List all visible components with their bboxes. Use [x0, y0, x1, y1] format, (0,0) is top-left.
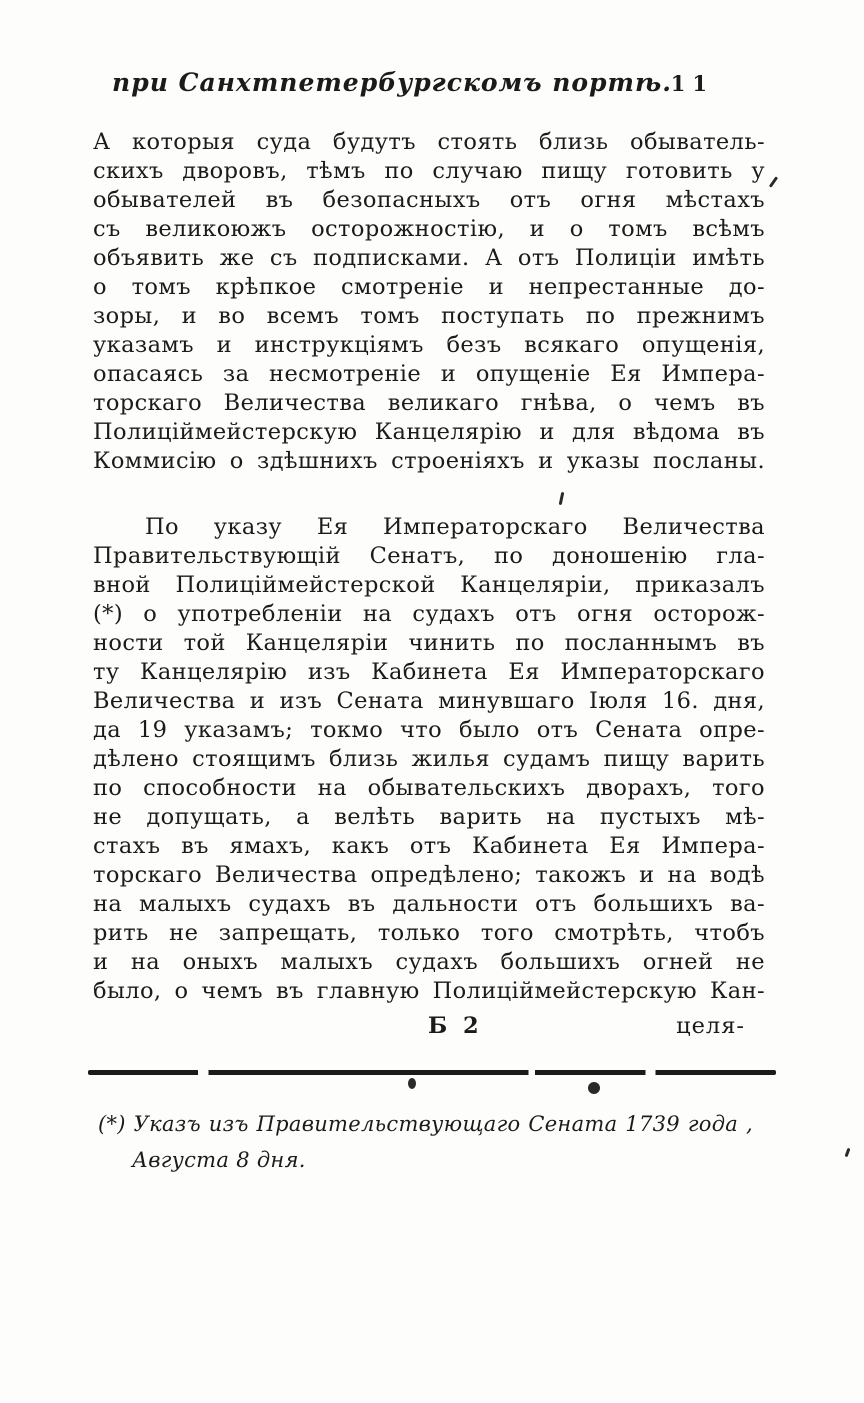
scan-speck — [408, 1078, 416, 1089]
text-line: на малыхъ судахъ въ дальности отъ большихъ ва- — [93, 891, 765, 917]
text-line: Августа 8 дня. — [132, 1148, 306, 1172]
text-line: съ великоюжъ осторожностію, и о томъ всѣмъ — [93, 216, 765, 242]
text-line: Полиціймейстерскую Канцелярію и для вѣдома въ — [93, 419, 765, 445]
text-line: Коммисію о здѣшнихъ строеніяхъ и указы посланы. — [93, 448, 765, 474]
text-line: не допущать, а велѣть варить на пустыхъ мѣ- — [93, 804, 765, 830]
running-head — [0, 68, 864, 102]
paragraph-1 — [93, 128, 765, 476]
text-line: Правительствующій Сенатъ, по доношенію гла- — [93, 543, 765, 569]
text-line: о томъ крѣпкое смотреніе и непрестанные до- — [93, 274, 765, 300]
signature-line — [93, 1013, 765, 1043]
running-title: при Санхтпетербургскомъ портѣ. — [112, 68, 672, 97]
gathering-signature: Б 2 — [428, 1013, 483, 1039]
text-line: по способности на обывательскихъ дворахъ, того — [93, 775, 765, 801]
text-line: (*) о употребленіи на судахъ отъ огня осторож- — [93, 601, 765, 627]
text-line: было, о чемъ въ главную Полиціймейстерскую Кан- — [93, 978, 765, 1004]
scan-speck — [845, 1148, 851, 1157]
text-line: обывателей въ безопасныхъ отъ огня мѣстахъ — [93, 187, 765, 213]
text-line: скихъ дворовъ, тѣмъ по случаю пищу готовить у — [93, 158, 765, 184]
text-line: да 19 указамъ; токмо что было отъ Сената опре- — [93, 717, 765, 743]
text-line: объявить же съ подписками. А отъ Полиціи имѣть — [93, 245, 765, 271]
text-line: торскаго Величества опредѣлено; такожъ и на водѣ — [93, 862, 765, 888]
text-block — [93, 128, 765, 1043]
footnote-rule — [88, 1070, 776, 1075]
scan-speck — [588, 1082, 600, 1094]
text-line: Величества и изъ Сената минувшаго Іюля 16. дня, — [93, 688, 765, 714]
text-line: торскаго Величества великаго гнѣва, о чемъ въ — [93, 390, 765, 416]
text-line: опасаясь за несмотреніе и опущеніе Ея Импера- — [93, 361, 765, 387]
paragraph-2 — [93, 513, 765, 1006]
text-line: зоры, и во всемъ томъ поступать по прежнимъ — [93, 303, 765, 329]
text-line: По указу Ея Императорскаго Величества — [145, 514, 765, 540]
text-line: указамъ и инструкціямъ безъ всякаго опущенія, — [93, 332, 765, 358]
text-line: стахъ въ ямахъ, какъ отъ Кабинета Ея Импера- — [93, 833, 765, 859]
text-line: вной Полиціймейстерской Канцеляріи, приказалъ — [93, 572, 765, 598]
text-line: и на оныхъ малыхъ судахъ большихъ огней не — [93, 949, 765, 975]
catchword: целя- — [676, 1013, 745, 1039]
text-line: ности той Канцеляріи чинить по посланнымъ въ — [93, 630, 765, 656]
text-line: А которыя суда будутъ стоять близь обыватель- — [93, 129, 765, 155]
text-line: ту Канцелярію изъ Кабинета Ея Императорскаго — [93, 659, 765, 685]
text-line: дѣлено стоящимъ близь жилья судамъ пищу варить — [93, 746, 765, 772]
footnote — [98, 1106, 753, 1178]
scan-speck — [769, 176, 778, 188]
text-line: рить не запрещать, только того смотрѣть, чтобъ — [93, 920, 765, 946]
text-line: (*) Указъ изъ Правительствующаго Сената 1739 года , — [98, 1112, 753, 1136]
page-number: 11 — [670, 71, 714, 96]
